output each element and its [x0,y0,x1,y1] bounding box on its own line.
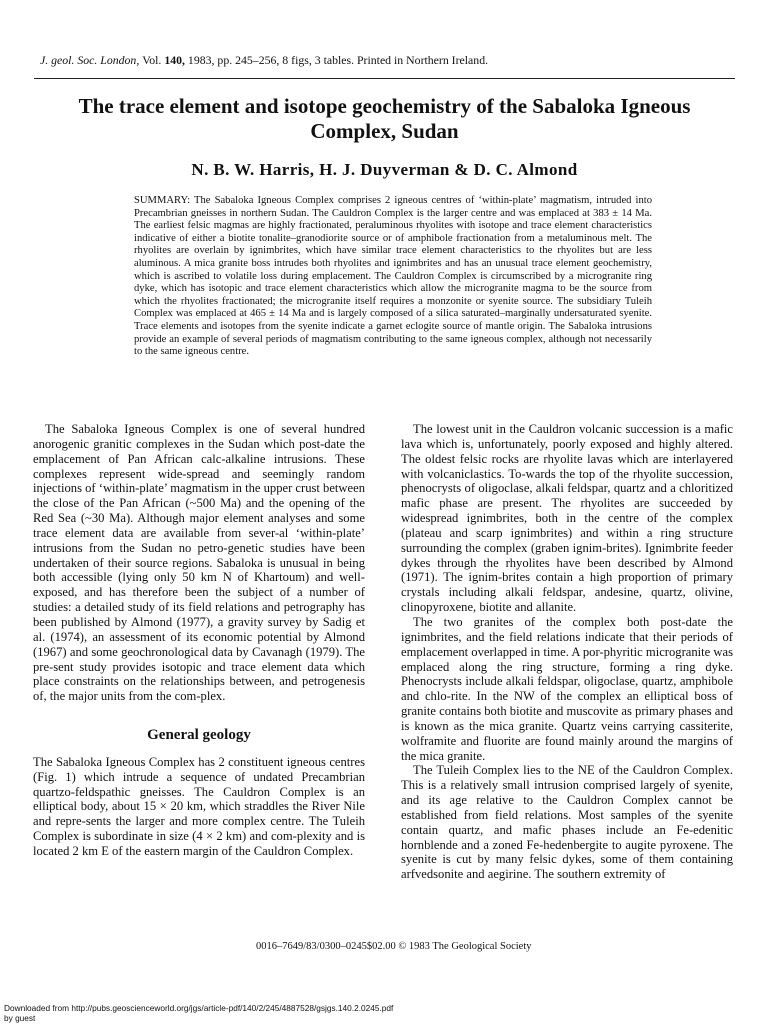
tuleih-complex-paragraph: The Tuleih Complex lies to the NE of the Cauldron Complex. This is a relatively small intrusion comprised largely of syenite, and its age relative to the Cauldron Complex cannot be established from field relations. Most samples of the syenite contain quartz, and mafic phases include an Fe-edenitic hornblende and a zoned Fe-hedenbergite to augite pyroxene. The syenite is cut by many felsic dykes, some of them containing arfvedsonite and aegirine. The southern extremity of [401,763,733,882]
intro-paragraph: The Sabaloka Igneous Complex is one of several hundred anorogenic granitic complexes in the Sudan which post-date the emplacement of Pan African calc-alkaline intrusions. These complexes represent wide-spread and seemingly random injections of ‘within-plate’ magmatism in the upper crust between the close of the Pan African (~500 Ma) and the opening of the Red Sea (~30 Ma). Although major element analyses and some trace element data are available from sever-al ‘within-plate’ intrusions from the Sudan no petro-genetic studies have been undertaken of their source regions. Sabaloka is unusual in being both accessible (lying only 50 km N of Khartoum) and well-exposed, and has therefore been the subject of a number of studies: a detailed study of its field relations and petrography has been published by Almond (1977), a gravity survey by Sadig et al. (1974), an assessment of its economic potential by Almond (1967) and some geochronological data by Cavanagh (1979). The pre-sent study provides isotopic and trace element data which place constraints on the relationships between, and petrogenesis of, the major units from the com-plex. [33,422,366,704]
granites-paragraph: The two granites of the complex both post-date the ignimbrites, and the field relations indicate that their periods of emplacement overlapped in time. A por-phyritic microgranite was emplaced along the ring structure, forming a ring dyke. Phenocrysts include alkali feldspar, oligoclase, quartz, amphibole and chlo-rite. In the NW of the complex an elliptical boss of granite contains both biotite and muscovite as primary phases and is known as the mica granite. Quartz veins carrying cassiterite, wolframite and fluorite are found mainly around the margins of the mica granite. [401,614,733,763]
author-list: N. B. W. Harris, H. J. Duyverman & D. C. Almond [191,160,578,179]
header-rule [34,78,735,79]
section-heading-general-geology: General geology [147,727,251,744]
cauldron-succession-paragraph: The lowest unit in the Cauldron volcanic succession is a mafic lava which is, unfortunately, poorly exposed and highly altered. The oldest felsic rocks are rhyolite lavas which are interlayered with volcaniclastics. To-wards the top of the rhyolite succession, phenocrysts of oligoclase, alkali feldspar, quartz and a chloritized mafic phase are present. The rhyolites are succeeded by widespread ignimbrites, both in the centre of the complex (plateau and scarp ignimbrites) and within a ring structure surrounding the complex (graben ignim-brites). Ignimbrite feeder dykes through the rhyolites have been described by Almond (1971). The ignim-brites contain a high proportion of primary crystals including alkali feldspar, andesine, quartz, olivine, clinopyroxene, biotite and allanite. [401,422,733,615]
journal-name: J. geol. Soc. London, [40,53,140,67]
journal-header [40,53,690,68]
left-column [33,422,365,859]
summary-abstract: SUMMARY: The Sabaloka Igneous Complex comprises 2 igneous centres of ‘within-plate’ magmatism, intruded into Precambrian gneisses in northern Sudan. The Cauldron Complex is the larger centre and was emplaced at 383 ± 14 Ma. The earliest felsic magmas are highly fractionated, peraluminous rhyolites with isotope and trace element characteristics indicative of either a biotite tonalite–granodiorite source or of amphibole fractionation from a metaluminous melt. The rhyolites are overlain by ignimbrites, which have similar trace element characteristics to the rhyolites but are less aluminous. A mica granite boss intrudes both rhyolites and ignimbrites and has an unusual trace element geochemistry, which is ascribed to volatile loss during emplacement. The Cauldron Complex is circumscribed by a microgranite ring dyke, which has isotopic and trace element characteristics which allow the microgranite magma to be the source from which the rhyolites fractionated; the microgranite itself requires a monzonite or syenite source. The subsidiary Tuleih Complex was emplaced at 465 ± 14 Ma and is largely composed of a silica saturated–marginally undersaturated syenite. Trace elements and isotopes from the syenite indicate a garnet eclogite source of mantle origin. The Sabaloka intrusions provide an example of several periods of magmatism contributing to the same igneous complex, although not necessarily to the same igneous centre. [134,195,652,358]
volume-label: Vol. [142,53,162,67]
copyright-footer: 0016–7649/83/0300–0245$02.00 © 1983 The Geological Society [256,941,532,952]
publication-details: 1983, pp. 245–256, 8 figs, 3 tables. Printed in Northern Ireland. [187,53,489,67]
download-guest: by guest [4,1012,36,1023]
volume-number: 140, [164,53,185,67]
download-link[interactable]: Downloaded from http://pubs.geoscienceworld.org/jgs/article-pdf/140/2/245/4887528/gsjgs.140.2.0245.pdf [4,1003,394,1013]
download-notice [4,1004,564,1023]
general-geology-paragraph: The Sabaloka Igneous Complex has 2 constituent igneous centres (Fig. 1) which intrude a sequence of undated Precambrian quartzo-feldspathic gneisses. The Cauldron Complex is an elliptical body, about 15 × 20 km, which straddles the River Nile and repre-sents the larger and more complex centre. The Tuleih Complex is subordinate in size (4 × 2 km) and com-plexity and is located 2 km E of the eastern margin of the Cauldron Complex. [33,754,365,858]
paper-title: The trace element and isotope geochemistry of the Sabaloka Igneous Complex, Sudan [78,94,691,143]
right-column [401,422,733,882]
